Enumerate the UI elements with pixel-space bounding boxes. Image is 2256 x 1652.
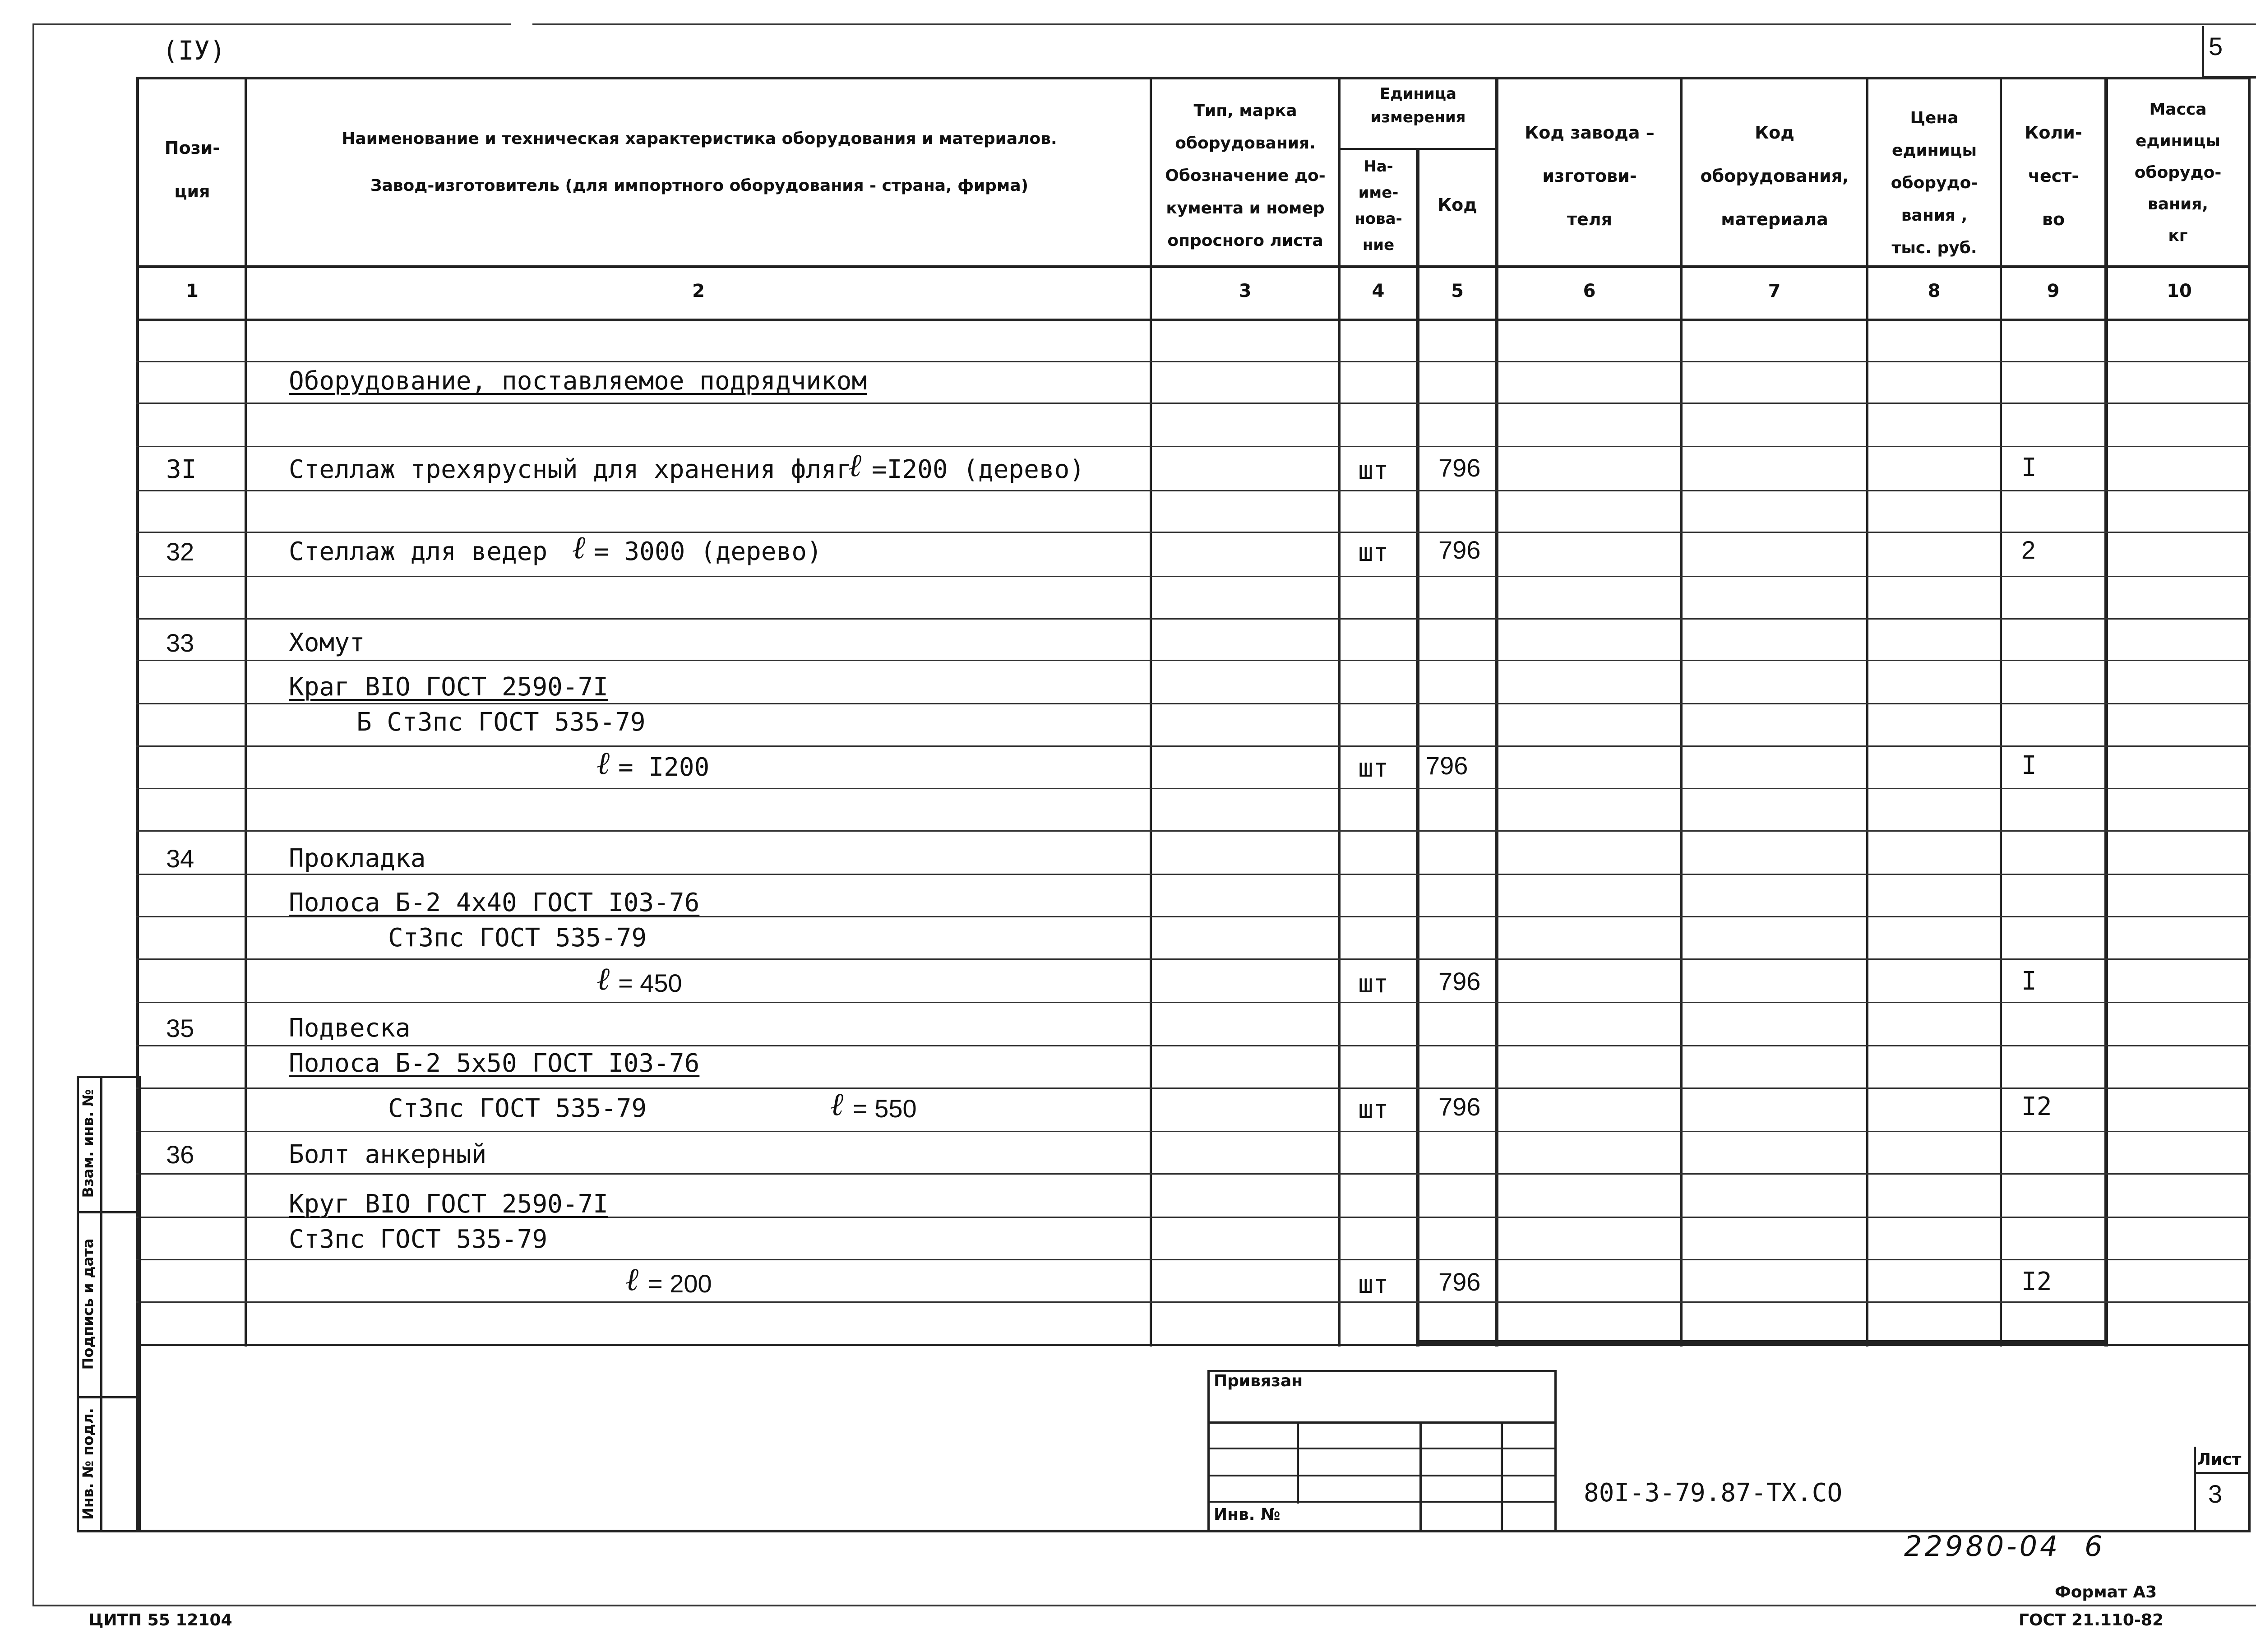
handwritten-page: 6 xyxy=(2085,1530,2105,1563)
item-length-35: = 550 xyxy=(853,1094,917,1123)
ell-symbol: ℓ xyxy=(830,1086,844,1123)
item-spec-34-2: Ст3пс ГОСТ 535-79 xyxy=(388,923,647,953)
item-spec-36-1: Круг ВIО ГОСТ 2590-7I xyxy=(289,1189,609,1219)
code-33: 796 xyxy=(1426,751,1468,780)
side-label-podpis: Подпись и дата xyxy=(79,1238,97,1370)
row-line xyxy=(136,618,2251,620)
document-code: 80I-3-79.87-ТХ.СО xyxy=(1584,1478,1843,1508)
stamp-hline xyxy=(1207,1448,1557,1449)
row-line xyxy=(136,660,2251,661)
col-line-5 xyxy=(1495,77,1498,1347)
row-line xyxy=(136,958,2251,960)
col-line-2 xyxy=(1150,77,1152,1347)
col-line-1 xyxy=(245,77,247,1347)
item-name-32: Стеллаж для ведер xyxy=(289,537,548,566)
title-block-top xyxy=(136,1344,2251,1346)
row-line xyxy=(136,874,2251,875)
item-name-36: Болт анкерный xyxy=(289,1140,487,1169)
column-number-3: 3 xyxy=(1239,281,1252,301)
position-31: 3I xyxy=(166,455,197,484)
column-number-2: 2 xyxy=(692,281,705,301)
code-35: 796 xyxy=(1438,1092,1481,1121)
list-value: 3 xyxy=(2208,1480,2223,1508)
code-32: 796 xyxy=(1438,536,1481,564)
row-line xyxy=(136,361,2251,362)
item-spec-35-2: Ст3пс ГОСТ 535-79 xyxy=(388,1094,647,1123)
column-number-8: 8 xyxy=(1928,281,1941,301)
stamp-hline xyxy=(1207,1421,1557,1424)
item-spec-36-2: Ст3пс ГОСТ 535-79 xyxy=(289,1225,548,1254)
header-mass: Масса единицы оборудо- вания, кг xyxy=(2134,100,2222,245)
top-edge-left xyxy=(32,23,511,25)
row-line xyxy=(136,1173,2251,1175)
row-line xyxy=(136,1259,2251,1260)
row-line xyxy=(136,1002,2251,1003)
row-line xyxy=(136,446,2251,447)
item-spec-33-2: Б Ст3пс ГОСТ 535-79 xyxy=(356,708,646,737)
row-line xyxy=(136,703,2251,704)
colnum-bottom-line xyxy=(136,319,2251,321)
top-edge-right xyxy=(532,23,2256,25)
row-line xyxy=(136,1301,2251,1303)
side-label-inv: Инв. № подл. xyxy=(79,1408,97,1520)
column-number-10: 10 xyxy=(2167,281,2192,301)
qty-32: 2 xyxy=(2021,536,2036,564)
header-plant-code: Код завода – изготови- теля xyxy=(1525,123,1655,229)
col-line-8 xyxy=(2000,77,2002,1347)
stamp-vline xyxy=(1419,1421,1422,1532)
row-line xyxy=(136,830,2251,832)
header-unit-group: Единица измерения xyxy=(1370,85,1466,126)
col-line-9 xyxy=(2104,77,2108,1347)
qty-31: I xyxy=(2021,453,2037,482)
stamp-hline xyxy=(1207,1501,1557,1503)
header-name-line1: Наименование и техническая характеристика оборудования и материалов. xyxy=(342,130,1057,148)
sheet-roman-label: (IУ) xyxy=(162,35,226,66)
page-number: 5 xyxy=(2209,32,2223,60)
stamp-vline xyxy=(1297,1421,1299,1504)
item-length-36: = 200 xyxy=(648,1269,712,1298)
unit-32: шт xyxy=(1358,538,1389,567)
position-34: 34 xyxy=(166,844,194,873)
ell-symbol: ℓ xyxy=(848,447,862,484)
format-label: Формат А3 xyxy=(2055,1583,2157,1601)
column-number-6: 6 xyxy=(1583,281,1596,301)
citp-label: ЦИТП 55 12104 xyxy=(88,1611,232,1629)
unit-35: шт xyxy=(1358,1095,1389,1124)
header-price: Цена единицы оборудо- вания , тыс. руб. xyxy=(1891,109,1978,257)
position-35: 35 xyxy=(166,1014,194,1042)
position-33: 33 xyxy=(166,629,194,657)
header-type: Тип, марка оборудования. Обозначение до- кумента и номер опросного листа xyxy=(1165,102,1326,250)
ell-symbol: ℓ xyxy=(596,745,610,782)
item-spec-35-1: Полоса Б-2 5х50 ГОСТ I03-76 xyxy=(289,1049,700,1078)
ell-symbol: ℓ xyxy=(596,960,610,997)
row-line xyxy=(136,490,2251,491)
unit-31: шт xyxy=(1358,456,1389,485)
qty-34: I xyxy=(2021,967,2037,996)
item-length-32: = 3000 (дерево) xyxy=(594,537,822,566)
bold-block-bottom xyxy=(1416,1340,2108,1344)
item-name-35: Подвеска xyxy=(289,1013,411,1043)
side-label-vzam: Взам. инв. № xyxy=(79,1089,97,1198)
gost-label: ГОСТ 21.110-82 xyxy=(2019,1611,2164,1629)
position-36: 36 xyxy=(166,1140,194,1169)
item-length-31: =I200 (дерево) xyxy=(872,455,1085,484)
qty-35: I2 xyxy=(2021,1092,2052,1121)
row-line xyxy=(136,532,2251,533)
handwritten-number: 22980-04 xyxy=(1904,1530,2061,1563)
col-line-3 xyxy=(1338,77,1341,1347)
list-label: Лист xyxy=(2197,1450,2242,1469)
ell-symbol: ℓ xyxy=(625,1261,639,1298)
header-name-line2: Завод-изготовитель (для импортного оборудования - страна, фирма) xyxy=(370,176,1029,195)
header-unit-name: На- име- нова- ние xyxy=(1355,157,1402,254)
side-stamp-line xyxy=(77,1211,141,1213)
unit-33: шт xyxy=(1358,754,1389,783)
header-position: Пози- ция xyxy=(164,138,220,201)
column-number-1: 1 xyxy=(186,281,199,301)
row-line xyxy=(136,788,2251,789)
row-line xyxy=(136,1087,2251,1089)
col-line-7 xyxy=(1866,77,1868,1347)
stamp-hline xyxy=(1207,1475,1557,1476)
header-unit-code: Код xyxy=(1438,195,1477,215)
item-length-33: = I200 xyxy=(618,753,710,782)
item-spec-34-1: Полоса Б-2 4х40 ГОСТ I03-76 xyxy=(289,888,700,917)
column-number-9: 9 xyxy=(2047,281,2060,301)
position-32: 32 xyxy=(166,537,194,566)
col-line-6 xyxy=(1680,77,1683,1347)
header-bottom-line xyxy=(136,265,2251,268)
row-line xyxy=(136,745,2251,747)
unit-36: шт xyxy=(1358,1270,1389,1299)
code-36: 796 xyxy=(1438,1268,1481,1296)
side-stamp-divider xyxy=(100,1076,102,1532)
item-name-31: Стеллаж трехярусный для хранения фляг xyxy=(289,455,852,484)
item-length-34: = 450 xyxy=(618,969,682,997)
column-number-5: 5 xyxy=(1451,281,1464,301)
code-34: 796 xyxy=(1438,967,1481,995)
column-number-7: 7 xyxy=(1768,281,1781,301)
section-title: Оборудование, поставляемое подрядчиком xyxy=(289,366,867,396)
unit-34: шт xyxy=(1358,969,1389,999)
privyazan-label: Привязан xyxy=(1214,1372,1303,1390)
item-name-34: Прокладка xyxy=(289,844,426,873)
qty-36: I2 xyxy=(2021,1267,2052,1296)
column-number-4: 4 xyxy=(1372,281,1385,301)
stamp-vline xyxy=(1501,1421,1503,1532)
qty-33: I xyxy=(2021,751,2037,780)
row-line xyxy=(136,1131,2251,1132)
header-equipment-code: Код оборудования, материала xyxy=(1700,123,1849,229)
row-line xyxy=(136,1045,2251,1046)
row-line xyxy=(136,576,2251,577)
header-quantity: Коли- чест- во xyxy=(2025,123,2082,229)
stamp-inv-label: Инв. № xyxy=(1214,1505,1281,1524)
list-box-divider xyxy=(2194,1472,2251,1474)
item-spec-33-1: Краг ВIО ГОСТ 2590-7I xyxy=(289,672,609,702)
col-line-4 xyxy=(1416,148,1419,1347)
code-31: 796 xyxy=(1438,453,1481,482)
row-line xyxy=(136,403,2251,404)
item-name-33: Хомут xyxy=(289,628,365,657)
ell-symbol: ℓ xyxy=(572,529,586,566)
